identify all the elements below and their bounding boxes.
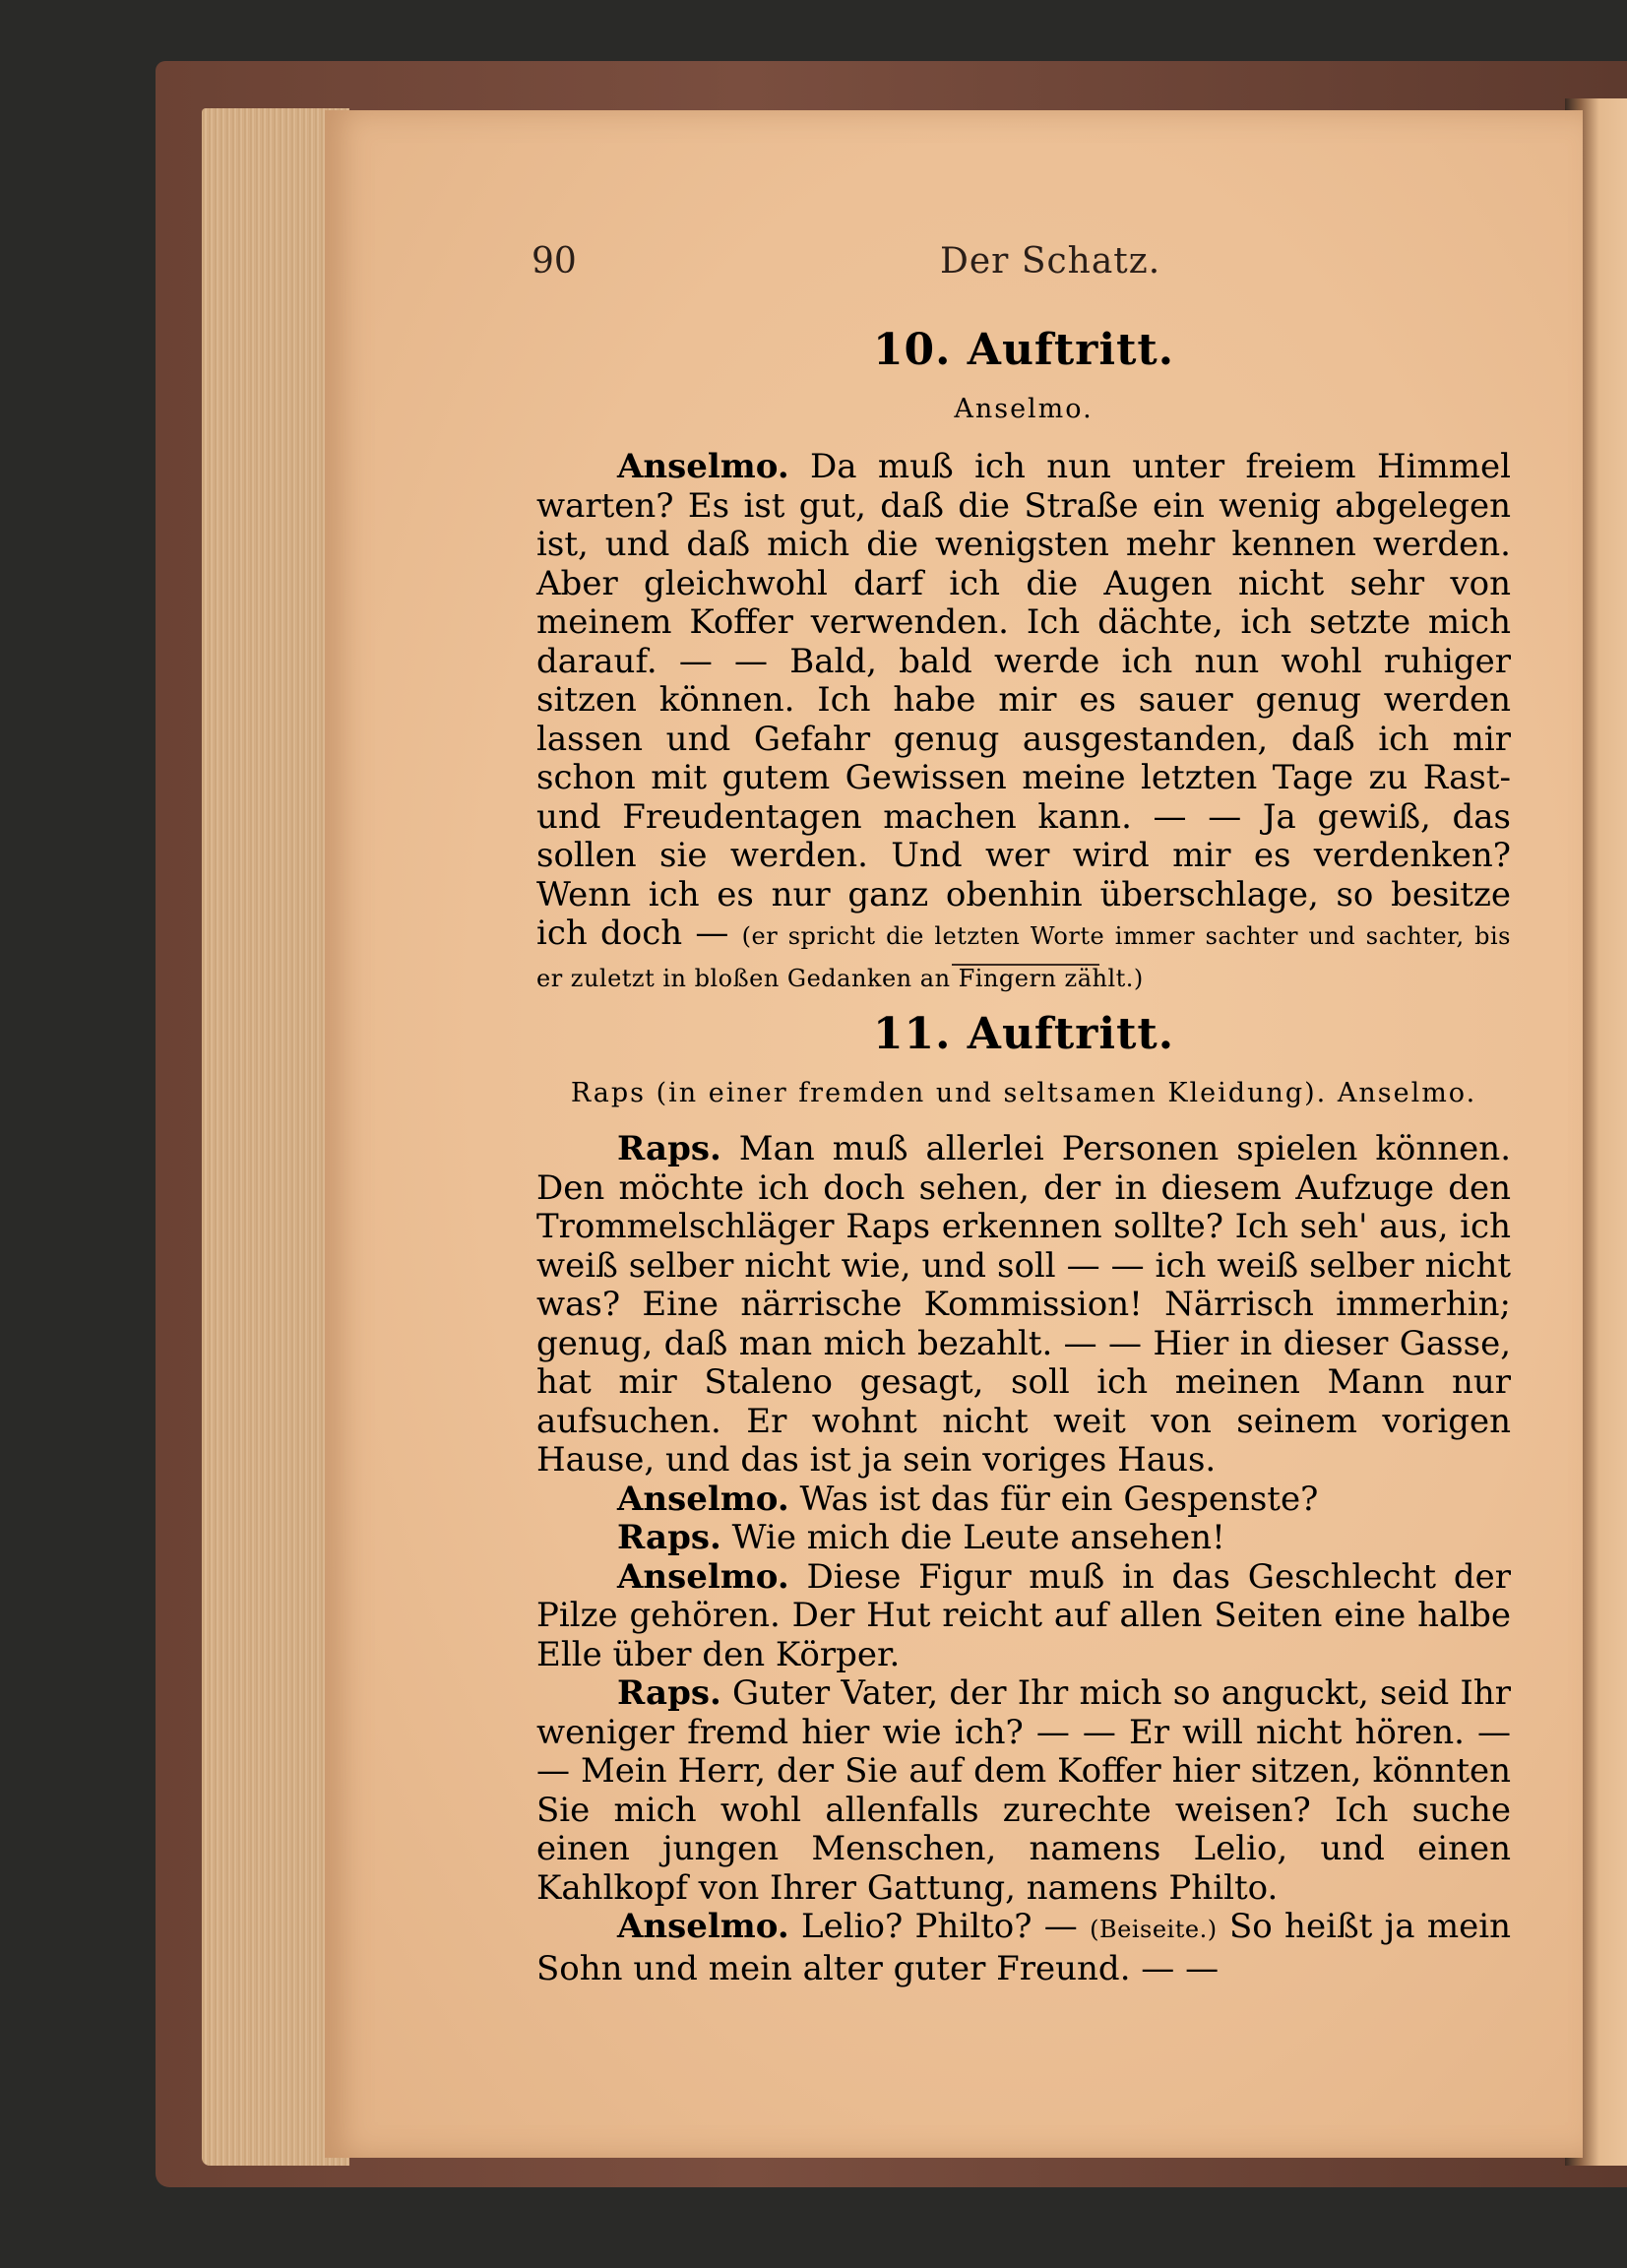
speaker-name: Raps. (617, 1129, 721, 1168)
dialogue-line (536, 1558, 1511, 1675)
speech-text: Was ist das für ein Gespenste? (799, 1479, 1319, 1519)
speaker-name: Raps. (617, 1673, 721, 1713)
speech-text: So heißt ja mein Sohn und mein alter guter Freund. — — (536, 1907, 1511, 1988)
scene-10-text (536, 448, 1511, 998)
running-title: Der Schatz. (940, 241, 1161, 282)
dialogue-line (536, 1130, 1511, 1480)
stage-direction: (Beiseite.) (1090, 1916, 1218, 1943)
scene-11-text (536, 1130, 1511, 1988)
speech-text: Da muß ich nun unter freiem Himmel warten? Es ist gut, daß die Straße ein wenig abgelegen ist, und daß mich die wenigsten mehr kennen werden. Aber gleichwohl darf ich die Augen nicht sehr von meinem Koffer verwenden. Ich dächte, ich setzte mich darauf. — — Bald, bald werde ich nun wohl ruhiger sitzen können. Ich habe mir es sauer genug werden lassen und Gefahr genug ausgestanden, daß ich mir schon mit gutem Gewissen meine letzten Tage zu Rast- und Freudentagen machen kann. — — Ja gewiß, das sollen sie werden. Und wer wird mir es verdenken? Wenn ich es nur ganz obenhin überschlage, so besitze ich doch — (536, 447, 1511, 953)
scene-divider (952, 964, 1099, 966)
scene-10-heading: 10. Auftritt. (872, 325, 1175, 375)
speech-text: Man muß allerlei Personen spielen können. Den möchte ich doch sehen, der in diesem Aufzuge den Trommelschläger Raps erkennen sollte? Ich seh' aus, ich weiß selber nicht wie, und soll — — ich weiß selber nicht was? Eine närrische Kommission! Närrisch immerhin; genug, daß man mich bezahlt. — — Hier in dieser Gasse, hat mir Staleno gesagt, soll ich meinen Mann nur aufsuchen. Er wohnt nicht weit von seinem vorigen Hause, und das ist ja sein voriges Haus. (536, 1129, 1512, 1480)
dialogue-line (536, 1480, 1511, 1520)
speaker-name: Anselmo. (617, 1479, 789, 1519)
speech-text: Guter Vater, der Ihr mich so anguckt, seid Ihr weniger fremd hier wie ich? — — Er will nicht hören. — — Mein Herr, der Sie auf dem Koffer hier sitzen, könnten Sie mich wohl allenfalls zurechte weisen? Ich suche einen jungen Menschen, namens Lelio, und einen Kahlkopf von Ihrer Gattung, namens Philto. (536, 1673, 1512, 1908)
dialogue-line (536, 1908, 1511, 1988)
scene-10-speech (536, 448, 1511, 998)
scene-11-cast: Raps (in einer fremden und seltsamen Kleidung). Anselmo. (570, 1078, 1477, 1108)
scene-11-heading: 11. Auftritt. (872, 1009, 1175, 1059)
speech-text: Lelio? Philto? — (801, 1907, 1078, 1946)
dialogue-line (536, 1674, 1511, 1908)
dialogue-line (536, 1519, 1511, 1558)
page-number: 90 (532, 241, 577, 282)
scene-10-cast: Anselmo. (954, 394, 1094, 424)
speaker-name: Anselmo. (617, 1556, 789, 1597)
speaker-name: Raps. (617, 1518, 721, 1557)
stage-direction: (er spricht die letzten Worte immer sachter und sachter, bis er zuletzt in bloßen Gedanken an Fingern zählt.) (536, 922, 1511, 992)
speech-text: Diese Figur muß in das Geschlecht der Pilze gehören. Der Hut reicht auf allen Seiten eine halbe Elle über den Körper. (536, 1556, 1512, 1674)
speech-text: Wie mich die Leute ansehen! (731, 1518, 1225, 1557)
speaker-name: Anselmo. (617, 1907, 789, 1946)
speaker-name: Anselmo. (617, 447, 789, 486)
